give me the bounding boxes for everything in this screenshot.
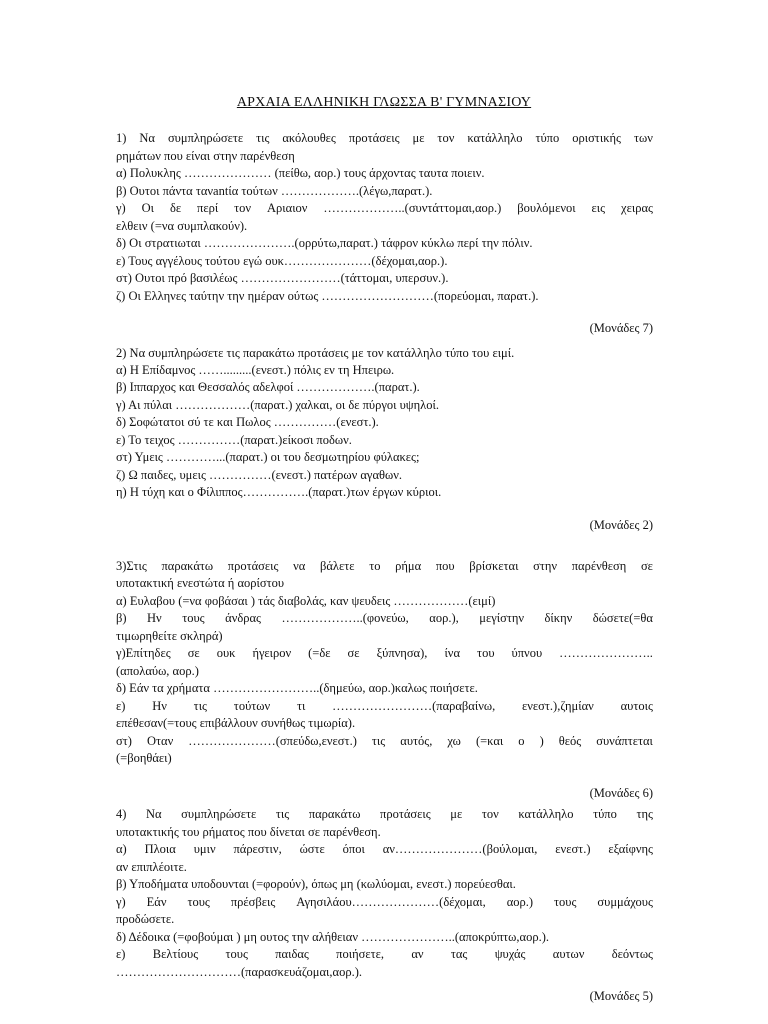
word: που — [435, 559, 455, 573]
word: παρένθεση — [571, 559, 627, 573]
word: συμμάχους — [597, 895, 653, 909]
word: τους — [225, 947, 248, 961]
s2-line: γ) Αι πύλαι ………………(παρατ.) χαλκαι, οι δε πύργοι υψηλοί. — [116, 398, 439, 412]
word: Εάν — [146, 895, 167, 909]
s1-line: ζ) Οι Ελληνες ταύτην την ημέραν ούτως ………………………(πορεύομαι, παρατ.). — [116, 289, 539, 303]
word: βουλόμενοι — [517, 201, 576, 215]
word: γ) — [116, 895, 126, 909]
word: Να — [146, 807, 162, 821]
s3-line — [116, 698, 653, 715]
word: τον — [437, 131, 455, 145]
word: στην — [533, 559, 558, 573]
word: β) — [116, 611, 127, 625]
word: ίνα — [444, 646, 461, 660]
marks-label: (Μονάδες 2) — [589, 518, 653, 532]
word: προτάσεις — [380, 807, 431, 821]
word: ποιήσετε, — [336, 947, 385, 961]
word: να — [293, 559, 306, 573]
word: 3)Στις — [116, 559, 147, 573]
s2-line: 2) Να συμπληρώσετε τις παρακάτω προτάσεις με τον κατάλληλο τύπο του ειμί. — [116, 346, 515, 360]
word: περί — [197, 201, 219, 215]
s3-line: υποτακτική ενεστώτα ή αορίστου — [116, 576, 285, 590]
word: 1) — [116, 131, 127, 145]
word: συνάπτεται — [596, 734, 653, 748]
word: Ην — [152, 699, 167, 713]
word: Να — [139, 131, 155, 145]
word: αορ.) — [506, 895, 534, 909]
s1-line: δ) Οι στρατιωται ………………….(ορρύτω,παρατ.) τάφρον κύκλω περί την πόλιν. — [116, 236, 533, 250]
s1-line: ρημάτων που είναι στην παρένθεση — [116, 149, 295, 163]
s3-line: (απολαύω, αορ.) — [116, 664, 199, 678]
word: οριστικής — [572, 131, 621, 145]
word: ώστε — [299, 842, 325, 856]
s4-line — [116, 894, 653, 911]
word: συμπληρώσετε — [181, 807, 257, 821]
s1-line: β) Ουτοι πάντα τανantία τούτων ……………….(λέγω,παρατ.). — [116, 184, 433, 198]
word: των — [633, 131, 653, 145]
word: τύπο — [535, 131, 560, 145]
word: αορ.), — [429, 611, 459, 625]
word: τις — [275, 807, 290, 821]
word: Ην — [147, 611, 162, 625]
word: ρήμα — [395, 559, 422, 573]
word: τις — [371, 734, 386, 748]
page-title: ΑΡΧΑΙΑ ΕΛΛΗΝΙΚΗ ΓΛΩΣΣΑ Β' ΓΥΜΝΑΣΙΟΥ — [236, 95, 532, 110]
word: ε) — [116, 699, 126, 713]
word: παρακάτω — [161, 559, 214, 573]
marks-label: (Μονάδες 5) — [589, 989, 653, 1003]
word: τι — [296, 699, 306, 713]
word: τις — [193, 699, 208, 713]
s3-line — [116, 733, 653, 750]
word: ο — [518, 734, 525, 748]
word: ………………..(φονεύω, — [281, 611, 409, 625]
word: δίκην — [544, 611, 573, 625]
word: πρέσβεις — [230, 895, 276, 909]
word: χω — [447, 734, 461, 748]
word: ) — [539, 734, 544, 748]
word: τον — [234, 201, 252, 215]
word: τους — [554, 895, 577, 909]
word: κατάλληλο — [518, 807, 574, 821]
s1-line: ε) Τους αγγέλους τούτου εγώ ουκ…………………(δέχομαι,αορ.). — [116, 254, 448, 268]
word: το — [369, 559, 381, 573]
s1-line: στ) Ουτοι πρό βασιλέως ……………………(τάττομαι, υπερσυν.). — [116, 271, 449, 285]
word: του — [477, 646, 495, 660]
word: Οι — [141, 201, 155, 215]
s3-line: τιμωρηθείτε σκληρά) — [116, 629, 223, 643]
word: παιδας — [275, 947, 309, 961]
s4-line: προδώσετε. — [116, 912, 175, 926]
word: γ) — [116, 201, 126, 215]
word: α) — [116, 842, 127, 856]
s4-line: δ) Δέδοικα (=φοβούμαι ) μη ουτος την αλήθειαν …………………..(αποκρύπτω,αορ.). — [116, 930, 549, 944]
s4-line — [116, 806, 653, 823]
word: αυτός, — [400, 734, 433, 748]
word: προτάσεις — [348, 131, 400, 145]
s4-line — [116, 946, 653, 963]
word: ψυχάς — [494, 947, 526, 961]
s3-line: δ) Εάν τα χρήματα ……………………..(δημεύω, αορ.)καλως ποιήσετε. — [116, 681, 478, 695]
word: παρακάτω — [308, 807, 361, 821]
word: δε — [169, 201, 182, 215]
word: βρίσκεται — [469, 559, 519, 573]
s1-line: ελθειν (=να συμπλακούν). — [116, 219, 248, 233]
word: με — [450, 807, 463, 821]
s3-line: α) Ευλαβου (=να φοβάσαι ) τάς διαβολάς, καν ψευδεις ………………(ειμί) — [116, 594, 496, 608]
word: Αριαιον — [267, 201, 308, 215]
s3-line — [116, 558, 653, 575]
word: σε — [347, 646, 360, 660]
word: ………………..(συντάττομαι,αορ.) — [323, 201, 502, 215]
s3-line — [116, 645, 653, 662]
s2-line: δ) Σοφώτατοι σύ τε και Πωλος ……………(ενεστ.). — [116, 415, 379, 429]
word: (=και — [475, 734, 504, 748]
word: Αγησιλάου…………………(δέχομαι, — [296, 895, 486, 909]
word: ακόλουθες — [282, 131, 336, 145]
word: αυτων — [552, 947, 585, 961]
s2-line: ζ) Ω παιδες, υμεις ……………(ενεστ.) πατέρων αγαθων. — [116, 468, 402, 482]
word: δώσετε(=θα — [592, 611, 653, 625]
word: 4) — [116, 807, 127, 821]
marks-label: (Μονάδες 6) — [589, 786, 653, 800]
s2-line: β) Ιππαρχος και Θεσσαλός αδελφοί ……………….(παρατ.). — [116, 380, 420, 394]
word: άνδρας — [225, 611, 261, 625]
word: (=δε — [308, 646, 331, 660]
word: ενεστ.),ζημίαν — [522, 699, 594, 713]
word: εξαίφνης — [608, 842, 653, 856]
word: ουκ — [216, 646, 236, 660]
word: πάρεστιν, — [233, 842, 282, 856]
word: ε) — [116, 947, 126, 961]
word: κατάλληλο — [467, 131, 523, 145]
word: Πλοια — [144, 842, 176, 856]
word: τις — [256, 131, 270, 145]
word: δεόντως — [611, 947, 653, 961]
word: τους — [187, 895, 210, 909]
word: θεός — [558, 734, 582, 748]
s1-line — [116, 130, 653, 147]
word: ήγειρον — [252, 646, 292, 660]
word: σε — [640, 559, 653, 573]
word: προτάσεις — [227, 559, 279, 573]
word: ύπνου — [511, 646, 543, 660]
word: εις — [591, 201, 606, 215]
word: στ) — [116, 734, 132, 748]
s2-line: στ) Υμεις …………...(παρατ.) οι του δεσμωτηρίου φύλακες; — [116, 450, 420, 464]
word: τούτων — [233, 699, 271, 713]
s3-line — [116, 610, 653, 627]
word: τας — [450, 947, 468, 961]
s1-line: α) Πολυκλης ………………… (πείθω, αορ.) τους άρχοντας ταυτα ποιειν. — [116, 166, 485, 180]
word: χειρας — [621, 201, 653, 215]
word: …………………(σπεύδω,ενεστ.) — [188, 734, 357, 748]
word: Βελτίους — [152, 947, 199, 961]
word: υμιν — [193, 842, 216, 856]
s4-line: αν επιπλέοιτε. — [116, 860, 187, 874]
word: ………………….. — [559, 646, 653, 660]
word: αν…………………(βούλομαι, — [382, 842, 538, 856]
marks-label: (Μονάδες 7) — [589, 321, 653, 335]
s4-line: υποτακτικής του ρήματος που δίνεται σε παρένθεση. — [116, 825, 381, 839]
word: αυτοις — [620, 699, 653, 713]
s3-line: (=βοηθάει) — [116, 751, 172, 765]
s4-line — [116, 841, 653, 858]
word: αν — [411, 947, 424, 961]
word: της — [636, 807, 653, 821]
word: ……………………(παραβαίνω, — [332, 699, 496, 713]
word: γ)Επίτηδες — [116, 646, 171, 660]
word: τύπο — [593, 807, 617, 821]
s4-line: …………………………(παρασκευάζομαι,αορ.). — [116, 965, 362, 979]
word: Οταν — [146, 734, 174, 748]
word: με — [412, 131, 425, 145]
word: τους — [182, 611, 205, 625]
word: όποι — [342, 842, 365, 856]
s2-line: α) Η Επίδαμνος …….........(ενεστ.) πόλις εν τη Ηπειρω. — [116, 363, 395, 377]
s4-line: β) Υποδήματα υποδουνται (=φορούν), όπως μη (κωλύομαι, ενεστ.) πορεύεσθαι. — [116, 877, 516, 891]
word: μεγίστην — [479, 611, 525, 625]
word: τον — [481, 807, 499, 821]
s2-line: η) Η τύχη και ο Φίλιππος…………….(παρατ.)των έργων κύριοι. — [116, 485, 442, 499]
word: συμπληρώσετε — [167, 131, 244, 145]
word: ενεστ.) — [555, 842, 591, 856]
s1-line — [116, 200, 653, 217]
s2-line: ε) Το τειχος ……………(παρατ.)είκοσι ποδων. — [116, 433, 352, 447]
s3-line: επέθεσαν(=τους επιβάλλουν συνήθως τιμωρία). — [116, 716, 356, 730]
word: βάλετε — [320, 559, 355, 573]
word: σε — [187, 646, 200, 660]
word: ξύπνησα), — [376, 646, 428, 660]
